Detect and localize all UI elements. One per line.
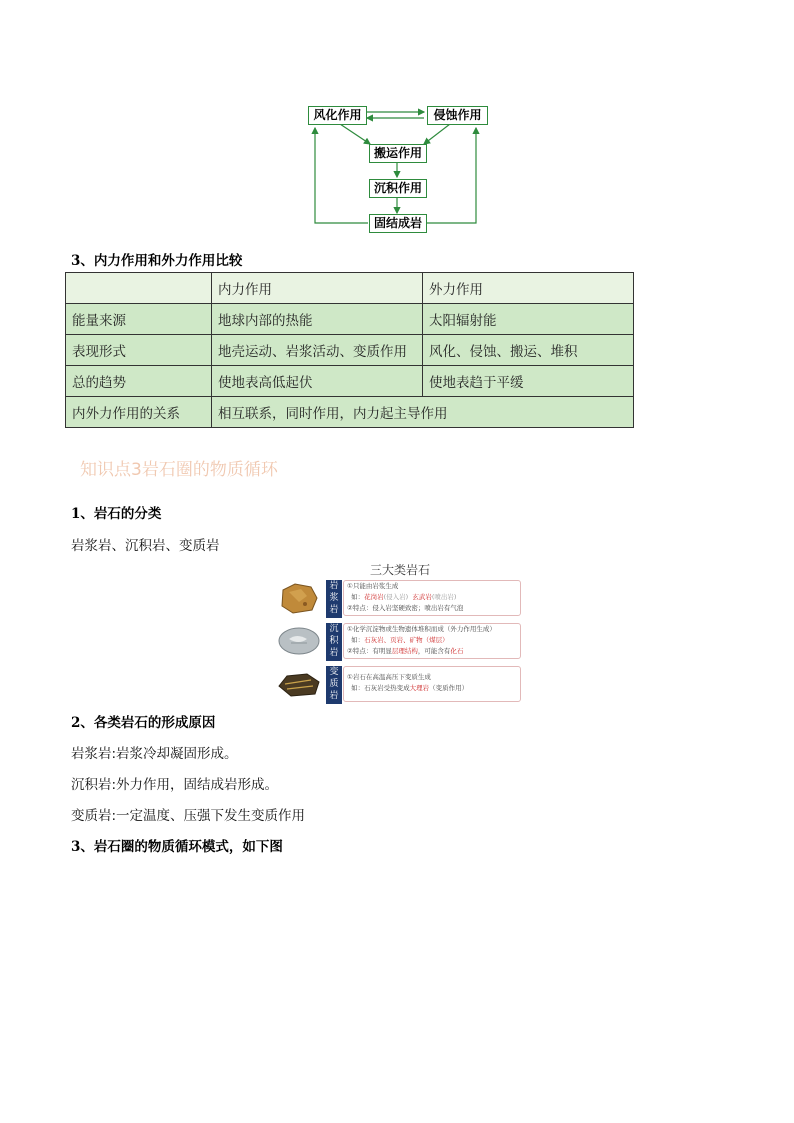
metamorphic-rock-image [277,668,321,700]
table-row [66,366,634,397]
flow-box-lithification: 固结成岩 [369,214,427,233]
table-cell: 总的趋势 [66,366,212,397]
cycle-heading: 3、岩石圈的物质循环模式，如下图 [71,839,283,855]
rock-classification-heading: 1、岩石的分类 [71,506,162,522]
table-row [66,397,634,428]
flow-box-transport: 搬运作用 [369,144,427,163]
three-rock-types-figure [275,561,525,706]
table-cell [66,273,212,304]
table-cell: 地壳运动、岩浆活动、变质作用 [212,335,423,366]
geological-process-flow-diagram [300,100,500,240]
table-cell: 内力作用 [212,273,423,304]
table-cell: 内外力作用的关系 [66,397,212,428]
flow-box-deposition: 沉积作用 [369,179,427,198]
table-cell: 外力作用 [423,273,634,304]
table-cell: 使地表趋于平缓 [423,366,634,397]
rock-desc-sedimentary: ①化学沉淀物或生物遗体堆积而成（外力作用生成） 如：石灰岩、页岩、矿物（煤层） ②特点：有明显层理结构，可能含有化石 [343,623,521,659]
table-cell: 相互联系，同时作用，内力起主导作用 [212,397,634,428]
rock-tag-sedimentary: 沉 积 岩 [326,623,342,661]
rock-classification-text: 岩浆岩、沉积岩、变质岩 [71,538,220,554]
rock-desc-metamorphic: ①岩石在高温高压下变质生成 如：石灰岩受热变成大理岩（变质作用） [343,666,521,702]
rock-desc-igneous: ①只能由岩浆生成 如：花岗岩(侵入岩) 玄武岩(喷出岩) ②特点：侵入岩坚硬致密；喷出岩有气泡 [343,580,521,616]
formation-line-igneous: 岩浆岩:岩浆冷却凝固形成。 [71,746,238,762]
formation-line-sedimentary: 沉积岩:外力作用，固结成岩形成。 [71,777,279,793]
formation-heading: 2、各类岩石的形成原因 [71,715,216,731]
table-cell: 表现形式 [66,335,212,366]
force-comparison-table [65,272,634,428]
flow-box-erosion: 侵蚀作用 [427,106,488,125]
rock-row-metamorphic [275,666,525,704]
section3-heading: 3、内力作用和外力作用比较 [71,253,243,269]
rock-row-igneous [275,580,525,618]
sedimentary-rock-image [277,625,321,657]
table-cell: 能量来源 [66,304,212,335]
table-header-row [66,273,634,304]
formation-line-metamorphic: 变质岩:一定温度、压强下发生变质作用 [71,808,306,824]
rock-tag-metamorphic: 变 质 岩 [326,666,342,704]
table-cell: 风化、侵蚀、搬运、堆积 [423,335,634,366]
table-cell: 使地表高低起伏 [212,366,423,397]
rock-row-sedimentary [275,623,525,661]
figure-title: 三大类岩石 [369,563,430,577]
table-cell: 太阳辐射能 [423,304,634,335]
table-row [66,304,634,335]
flow-box-weathering: 风化作用 [308,106,367,125]
table-row [66,335,634,366]
table-cell: 地球内部的热能 [212,304,423,335]
rock-tag-igneous: 岩 浆 岩 [326,580,342,618]
knowledge-point-title: 知识点3岩石圈的物质循环 [80,460,278,480]
igneous-rock-image [277,582,321,614]
